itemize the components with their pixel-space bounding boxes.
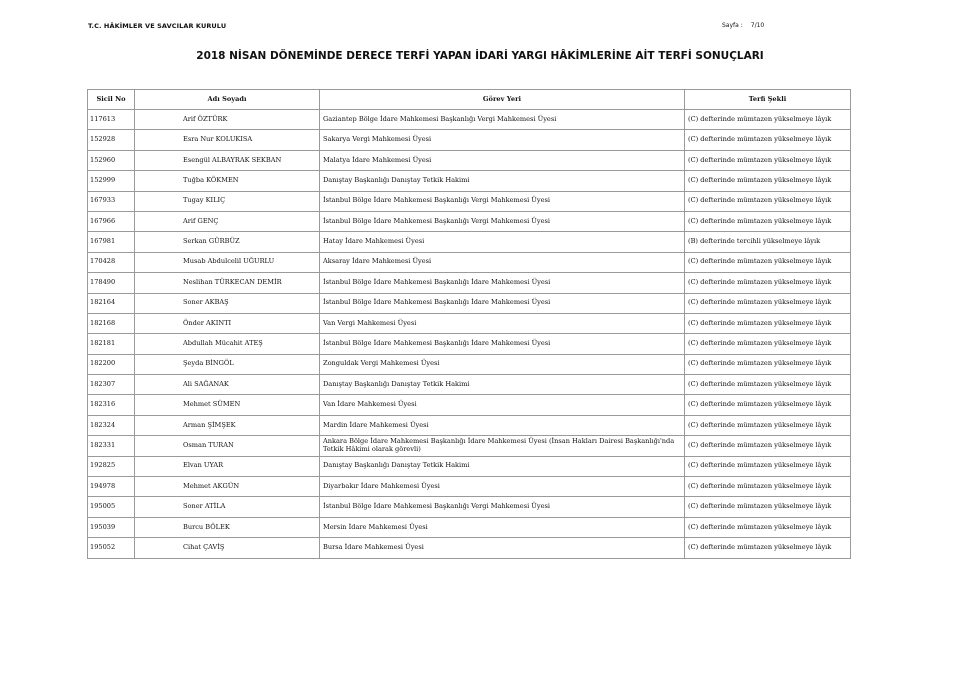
table-row xyxy=(88,252,851,272)
promotion-type-cell: (C) defterinde mümtazen yükselmeye lâyık xyxy=(685,150,851,170)
table-row xyxy=(88,110,851,130)
registry-no-cell: 192825 xyxy=(88,456,135,476)
table-row xyxy=(88,517,851,537)
duty-station-cell: İstanbul Bölge İdare Mahkemesi Başkanlığı İdare Mahkemesi Üyesi xyxy=(320,273,685,293)
full-name-cell: Arif ÖZTÜRK xyxy=(135,110,320,130)
table-row xyxy=(88,497,851,517)
promotion-type-cell: (C) defterinde mümtazen yükselmeye lâyık xyxy=(685,313,851,333)
registry-no-cell: 195005 xyxy=(88,497,135,517)
registry-no-cell: 167933 xyxy=(88,191,135,211)
promotion-type-cell: (C) defterinde mümtazen yükselmeye lâyık xyxy=(685,171,851,191)
table-row xyxy=(88,436,851,456)
registry-no-cell: 178490 xyxy=(88,273,135,293)
registry-no-cell: 170428 xyxy=(88,252,135,272)
registry-no-cell: 167981 xyxy=(88,232,135,252)
full-name-cell: Tugay KILIÇ xyxy=(135,191,320,211)
full-name-cell: Musab Abdulcelil UĞURLU xyxy=(135,252,320,272)
promotion-results-table xyxy=(87,89,851,559)
table-row xyxy=(88,232,851,252)
table-row xyxy=(88,273,851,293)
registry-no-cell: 182164 xyxy=(88,293,135,313)
table-row xyxy=(88,150,851,170)
registry-no-cell: 182168 xyxy=(88,313,135,333)
document-title: 2018 NİSAN DÖNEMİNDE DERECE TERFİ YAPAN İDARİ YARGI HÂKİMLERİNE AİT TERFİ SONUÇLARI xyxy=(196,50,764,62)
full-name-cell: Soner AKBAŞ xyxy=(135,293,320,313)
promotion-type-cell: (C) defterinde mümtazen yükselmeye lâyık xyxy=(685,191,851,211)
page-number xyxy=(722,22,772,29)
duty-station-cell: Hatay İdare Mahkemesi Üyesi xyxy=(320,232,685,252)
duty-station-cell: Mardin İdare Mahkemesi Üyesi xyxy=(320,415,685,435)
registry-no-cell: 195052 xyxy=(88,538,135,558)
table-row xyxy=(88,415,851,435)
duty-station-cell: Danıştay Başkanlığı Danıştay Tetkik Hakimi xyxy=(320,171,685,191)
header-registry-no: Sicil No xyxy=(88,90,135,110)
registry-no-cell: 167966 xyxy=(88,211,135,231)
promotion-type-cell: (C) defterinde mümtazen yükselmeye lâyık xyxy=(685,354,851,374)
full-name-cell: Serkan GÜRBÜZ xyxy=(135,232,320,252)
full-name-cell: Ali SAĞANAK xyxy=(135,375,320,395)
table-row xyxy=(88,211,851,231)
duty-station-cell: Van İdare Mahkemesi Üyesi xyxy=(320,395,685,415)
header-full-name: Adı Soyadı xyxy=(135,90,320,110)
page-label: Sayfa : xyxy=(722,22,743,29)
registry-no-cell: 182316 xyxy=(88,395,135,415)
promotion-type-cell: (B) defterinde tercihli yükselmeye lâyık xyxy=(685,232,851,252)
promotion-type-cell: (C) defterinde mümtazen yükselmeye lâyık xyxy=(685,375,851,395)
full-name-cell: Arman ŞİMŞEK xyxy=(135,415,320,435)
duty-station-cell: Malatya İdare Mahkemesi Üyesi xyxy=(320,150,685,170)
duty-station-cell: Van Vergi Mahkemesi Üyesi xyxy=(320,313,685,333)
duty-station-cell: İstanbul Bölge İdare Mahkemesi Başkanlığı İdare Mahkemesi Üyesi xyxy=(320,334,685,354)
duty-station-cell: Ankara Bölge İdare Mahkemesi Başkanlığı İdare Mahkemesi Üyesi (İnsan Hakları Dairesi Başkanlığı'nda Tetkik Hâkimi olarak görevli) xyxy=(320,436,685,456)
full-name-cell: Tuğba KÖKMEN xyxy=(135,171,320,191)
full-name-cell: Şeyda BİNGÖL xyxy=(135,354,320,374)
header-promotion-type: Terfi Şekli xyxy=(685,90,851,110)
full-name-cell: Esra Nur KOLUKISA xyxy=(135,130,320,150)
table-row xyxy=(88,191,851,211)
full-name-cell: Mehmet AKGÜN xyxy=(135,477,320,497)
table-row xyxy=(88,354,851,374)
table-row xyxy=(88,313,851,333)
duty-station-cell: Danıştay Başkanlığı Danıştay Tetkik Hakimi xyxy=(320,456,685,476)
table-header-row xyxy=(88,90,851,110)
duty-station-cell: Gaziantep Bölge İdare Mahkemesi Başkanlığı Vergi Mahkemesi Üyesi xyxy=(320,110,685,130)
registry-no-cell: 182307 xyxy=(88,375,135,395)
full-name-cell: Abdullah Mücahit ATEŞ xyxy=(135,334,320,354)
table-row xyxy=(88,334,851,354)
table-row xyxy=(88,130,851,150)
promotion-type-cell: (C) defterinde mümtazen yükselmeye lâyık xyxy=(685,273,851,293)
promotion-type-cell: (C) defterinde mümtazen yükselmeye lâyık xyxy=(685,456,851,476)
table-row xyxy=(88,456,851,476)
registry-no-cell: 152928 xyxy=(88,130,135,150)
duty-station-cell: Bursa İdare Mahkemesi Üyesi xyxy=(320,538,685,558)
full-name-cell: Arif GENÇ xyxy=(135,211,320,231)
full-name-cell: Neslihan TÜRKECAN DEMİR xyxy=(135,273,320,293)
duty-station-cell: Sakarya Vergi Mahkemesi Üyesi xyxy=(320,130,685,150)
full-name-cell: Burcu BÖLEK xyxy=(135,517,320,537)
duty-station-cell: İstanbul Bölge İdare Mahkemesi Başkanlığı İdare Mahkemesi Üyesi xyxy=(320,293,685,313)
duty-station-cell: İstanbul Bölge İdare Mahkemesi Başkanlığı Vergi Mahkemesi Üyesi xyxy=(320,191,685,211)
duty-station-cell: Danıştay Başkanlığı Danıştay Tetkik Hakimi xyxy=(320,375,685,395)
promotion-type-cell: (C) defterinde mümtazen yükselmeye lâyık xyxy=(685,110,851,130)
promotion-type-cell: (C) defterinde mümtazen yükselmeye lâyık xyxy=(685,293,851,313)
table-row xyxy=(88,171,851,191)
full-name-cell: Cihat ÇAVİŞ xyxy=(135,538,320,558)
table-row xyxy=(88,538,851,558)
full-name-cell: Önder AKINTI xyxy=(135,313,320,333)
full-name-cell: Mehmet SÜMEN xyxy=(135,395,320,415)
registry-no-cell: 152999 xyxy=(88,171,135,191)
duty-station-cell: Mersin İdare Mahkemesi Üyesi xyxy=(320,517,685,537)
registry-no-cell: 194978 xyxy=(88,477,135,497)
page-value: 7/10 xyxy=(750,22,765,29)
duty-station-cell: Diyarbakır İdare Mahkemesi Üyesi xyxy=(320,477,685,497)
promotion-type-cell: (C) defterinde mümtazen yükselmeye lâyık xyxy=(685,211,851,231)
registry-no-cell: 182200 xyxy=(88,354,135,374)
duty-station-cell: Zonguldak Vergi Mahkemesi Üyesi xyxy=(320,354,685,374)
promotion-type-cell: (C) defterinde mümtazen yükselmeye lâyık xyxy=(685,415,851,435)
full-name-cell: Soner ATİLA xyxy=(135,497,320,517)
organization-name: T.C. HÂKİMLER VE SAVCILAR KURULU xyxy=(88,22,227,30)
promotion-type-cell: (C) defterinde mümtazen yükselmeye lâyık xyxy=(685,517,851,537)
duty-station-cell: İstanbul Bölge İdare Mahkemesi Başkanlığı Vergi Mahkemesi Üyesi xyxy=(320,211,685,231)
promotion-type-cell: (C) defterinde mümtazen yükselmeye lâyık xyxy=(685,130,851,150)
duty-station-cell: Aksaray İdare Mahkemesi Üyesi xyxy=(320,252,685,272)
promotion-type-cell: (C) defterinde mümtazen yükselmeye lâyık xyxy=(685,436,851,456)
promotion-type-cell: (C) defterinde mümtazen yükselmeye lâyık xyxy=(685,477,851,497)
duty-station-cell: İstanbul Bölge İdare Mahkemesi Başkanlığı Vergi Mahkemesi Üyesi xyxy=(320,497,685,517)
promotion-type-cell: (C) defterinde mümtazen yükselmeye lâyık xyxy=(685,334,851,354)
full-name-cell: Elvan UYAR xyxy=(135,456,320,476)
registry-no-cell: 182181 xyxy=(88,334,135,354)
registry-no-cell: 182324 xyxy=(88,415,135,435)
full-name-cell: Osman TURAN xyxy=(135,436,320,456)
table-row xyxy=(88,477,851,497)
table-row xyxy=(88,293,851,313)
registry-no-cell: 152960 xyxy=(88,150,135,170)
promotion-type-cell: (C) defterinde mümtazen yükselmeye lâyık xyxy=(685,252,851,272)
registry-no-cell: 195039 xyxy=(88,517,135,537)
promotion-type-cell: (C) defterinde mümtazen yükselmeye lâyık xyxy=(685,538,851,558)
table-row xyxy=(88,375,851,395)
promotion-type-cell: (C) defterinde mümtazen yükselmeye lâyık xyxy=(685,395,851,415)
registry-no-cell: 182331 xyxy=(88,436,135,456)
table-row xyxy=(88,395,851,415)
header-duty-station: Görev Yeri xyxy=(320,90,685,110)
registry-no-cell: 117613 xyxy=(88,110,135,130)
full-name-cell: Esengül ALBAYRAK SEKBAN xyxy=(135,150,320,170)
promotion-type-cell: (C) defterinde mümtazen yükselmeye lâyık xyxy=(685,497,851,517)
